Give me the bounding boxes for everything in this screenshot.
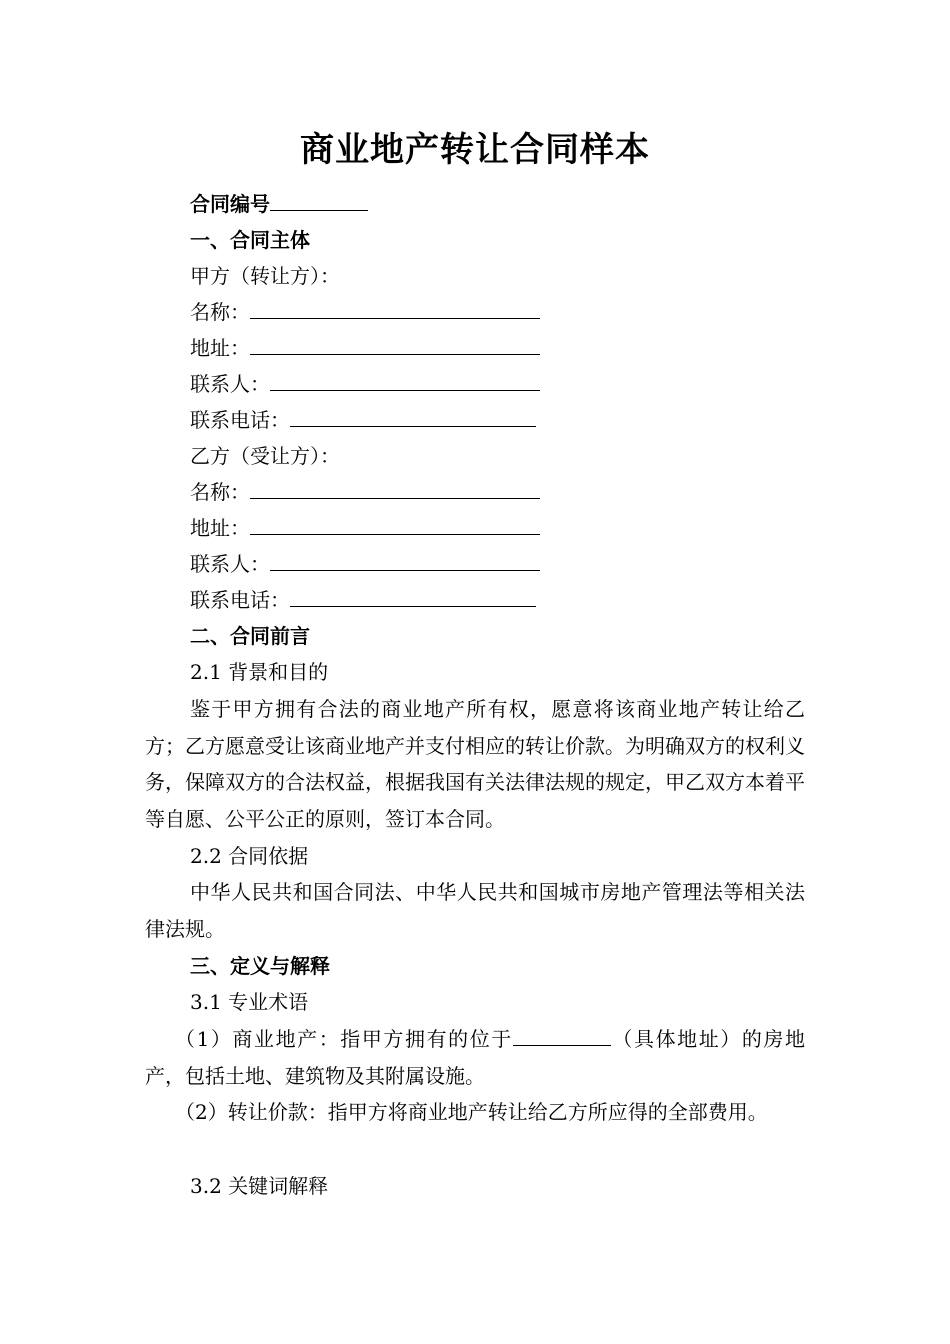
contract-number-line [190,186,368,222]
party-a-name-blank[interactable] [250,294,540,319]
subsection-2-2: 2.2 合同依据 [190,844,309,868]
definition-item-1-text-end: （具体地址）的房地产，包括土地、建筑物及其附属设施。 [145,1027,805,1088]
party-a-phone-blank[interactable] [290,402,536,427]
party-a-contact-row [190,366,540,402]
field-label: 名称： [190,480,250,504]
party-b-name-row [190,474,540,510]
field-label: 地址： [190,516,250,540]
party-b-contact-row [190,546,540,582]
subsection-2-1: 2.1 背景和目的 [190,660,329,684]
party-a-address-blank[interactable] [250,330,540,355]
contract-number-blank[interactable] [270,186,368,211]
paragraph-background: 鉴于甲方拥有合法的商业地产所有权，愿意将该商业地产转让给乙方；乙方愿意受让该商业地产并支付相应的转让价款。为明确双方的权利义务，保障双方的合法权益，根据我国有关法律法规的规定，甲乙双方本着平等自愿、公平公正的原则，签订本合同。 [145,697,805,831]
party-b-address-row [190,510,540,546]
section-3-heading: 三、定义与解释 [190,954,330,978]
definition-item-1-text: （1）商业地产：指甲方拥有的位于 [175,1027,513,1051]
paragraph-basis: 中华人民共和国合同法、中华人民共和国城市房地产管理法等相关法律法规。 [145,880,805,941]
contract-number-label: 合同编号 [190,192,270,216]
definition-item-2: （2）转让价款：指甲方将商业地产转让给乙方所应得的全部费用。 [175,1100,768,1124]
field-label: 联系人： [190,372,270,396]
party-b-name-blank[interactable] [250,474,540,499]
address-blank[interactable] [513,1021,611,1046]
field-label: 联系电话： [190,408,290,432]
party-b-phone-blank[interactable] [290,582,536,607]
party-a-contact-blank[interactable] [270,366,540,391]
section-1-heading: 一、合同主体 [190,228,310,252]
section-2-heading: 二、合同前言 [190,624,310,648]
party-a-heading: 甲方（转让方）： [190,264,340,288]
document-title: 商业地产转让合同样本 [300,130,650,170]
definition-item-1 [145,1021,805,1094]
party-b-phone-row [190,582,536,618]
subsection-3-2: 3.2 关键词解释 [190,1174,329,1198]
party-b-address-blank[interactable] [250,510,540,535]
field-label: 联系电话： [190,588,290,612]
subsection-3-1: 3.1 专业术语 [190,990,309,1014]
party-a-phone-row [190,402,536,438]
field-label: 联系人： [190,552,270,576]
field-label: 名称： [190,300,250,324]
party-b-heading: 乙方（受让方）： [190,444,340,468]
party-a-name-row [190,294,540,330]
party-a-address-row [190,330,540,366]
party-b-contact-blank[interactable] [270,546,540,571]
field-label: 地址： [190,336,250,360]
